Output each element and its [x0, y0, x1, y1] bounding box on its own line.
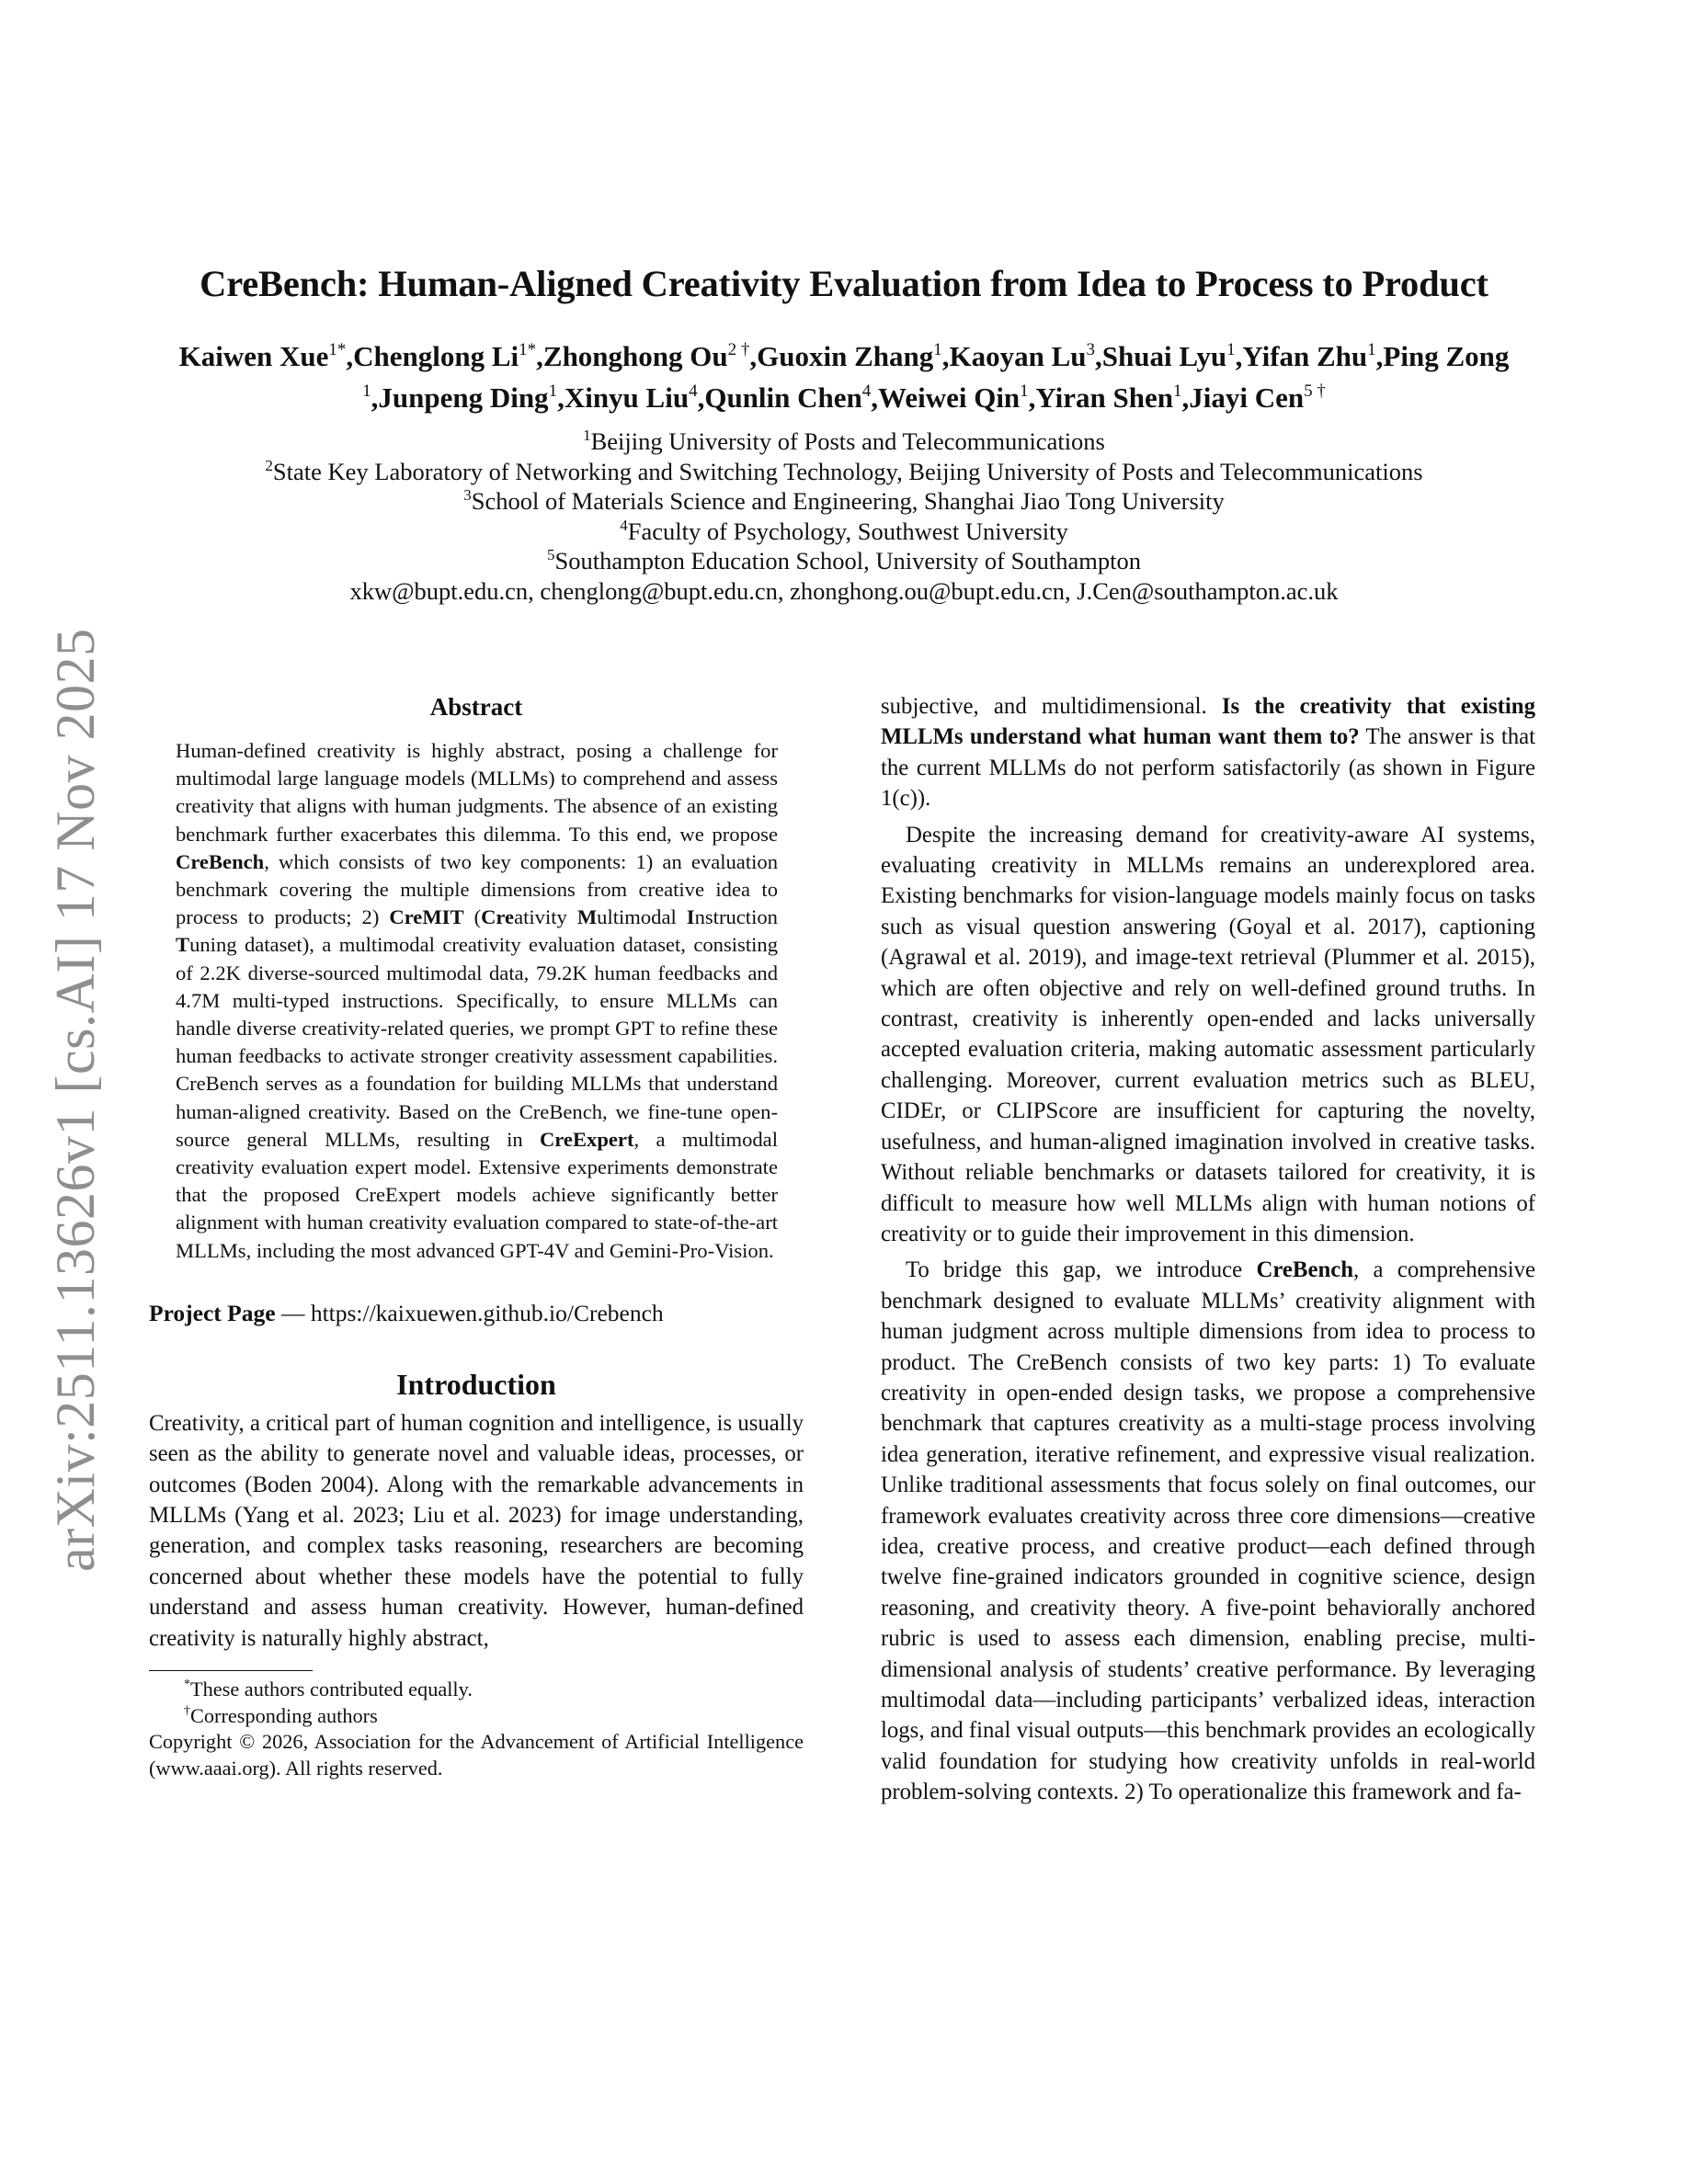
intro-paragraph: Despite the increasing demand for creativity-aware AI systems, evaluating creativity in MLLMs remains an underexplored area. Existing benchmarks for vision-language models mainly focus on tasks such as visual question answering (Goyal et al. 2017), captioning (Agrawal et al. 2019), and image-text retrieval (Plummer et al. 2015), which are often objective and rely on well-defined ground truths. In contrast, creativity is inherently open-ended and lacks universally accepted evaluation criteria, making automatic assessment particularly challenging. Moreover, current evaluation metrics such as BLEU, CIDEr, or CLIPScore are insufficient for capturing the novelty, usefulness, and human-aligned imagination involved in creative tasks. Without reliable benchmarks or datasets tailored for creativity, it is difficult to measure how well MLLMs align with human notions of creativity or to guide their improvement in this dimension. [881, 822, 1535, 1246]
footnote-equal-contribution: *These authors contributed equally. [184, 1678, 473, 1701]
abstract-heading: Abstract [429, 693, 523, 721]
author: Yifan Zhu$^1$ [1242, 340, 1376, 372]
author: Kaiwen Xue$^{1*}$ [178, 340, 347, 372]
author: Guoxin Zhang$^1$ [757, 340, 942, 372]
author: Junpeng Ding$^1$ [378, 381, 558, 414]
arxiv-identifier-stamp: arXiv:2511.13626v1 [cs.AI] 17 Nov 2025 [45, 628, 106, 1572]
project-page: Project Page — https://kaixuewen.github.io/Crebench [149, 1299, 664, 1326]
author: Yiran Shen$^1$ [1035, 381, 1182, 414]
affiliation: $^1$Beijing University of Posts and Telecommunications [583, 427, 1105, 455]
author: Ping Zong $^1$ [362, 340, 1510, 401]
affiliation: $^4$Faculty of Psychology, Southwest University [620, 516, 1068, 545]
author: Chenglong $Li^{1*}$ [353, 340, 537, 372]
project-page-link[interactable]: https://kaixuewen.github.io/Crebench [310, 1299, 664, 1326]
intro-paragraph-continued: subjective, and multidimensional. Is the creativity that existing MLLMs understand what human want them to? The answer is that the current MLLMs do not perform satisfactorily (as shown in Figure 1(c)). [881, 694, 1535, 812]
affiliations [0, 427, 1688, 606]
paper-title: CreBench: Human-Aligned Creativity Evaluation from Idea to Process to Product [200, 263, 1488, 304]
author-emails: xkw@bupt.edu.cn, chenglong@bupt.edu.cn, zhonghong.ou@bupt.edu.cn, J.Cen@southampton.ac.uk [349, 576, 1339, 605]
author: Zhonghong $Ou^{2 \dagger}$ [542, 340, 750, 372]
author: Kaoyan Lu$^3$ [949, 340, 1096, 372]
project-page-label: Project Page [149, 1299, 276, 1326]
affiliation: $^5$Southampton Education School, University of Southampton [547, 546, 1141, 574]
author: Shuai Lyu$^1$ [1101, 340, 1236, 372]
affiliation: $^2$State Key Laboratory of Networking and Switching Technology, Beijing University of Posts and Telecommunications [265, 456, 1423, 485]
footnote-divider [149, 1670, 313, 1671]
left-column [149, 691, 804, 1781]
introduction-heading: Introduction [396, 1367, 556, 1401]
author: Weiwei Qin$^1$ [878, 381, 1029, 414]
right-column [881, 691, 1535, 1808]
footnote-corresponding: †Corresponding authors [184, 1703, 378, 1727]
author-list: Kaiwen Xue$^{1*}$,Chenglong $Li^{1*},Zhonghong$ $Ou^{2 \dagger},Guoxin$ Zhang$^1$,Kaoyan Lu$^3$,Shuai Lyu$^1$,Yifan Zhu$^1$,Ping Zong $^1$,Junpeng Ding$^1$,Xinyu Liu$^4$,Qunlin Chen$^4$,Weiwei Qin$^1$,Yiran Shen$^1$,Jiayi Cen$^{5 \dagger}$ [178, 340, 1510, 414]
intro-paragraph: To bridge this gap, we introduce CreBench, a comprehensive benchmark designed to evaluate MLLMs’ creativity alignment with human judgment across multiple dimensions from idea to process to product. The CreBench consists of two key parts: 1) To evaluate creativity in open-ended design tasks, we propose a comprehensive benchmark that captures creativity as a multi-stage process involving idea generation, iterative refinement, and expressive visual realization. Unlike traditional assessments that focus solely on final outcomes, our framework evaluates creativity across three core dimensions—creative idea, creative process, and creative product—each defined through twelve fine-grained indicators grounded in cognitive science, design reasoning, and creativity theory. A five-point behaviorally anchored rubric is used to assess each dimension, enabling precise, multi-dimensional analysis of students’ creative performance. By leveraging multimodal data—including participants’ verbalized ideas, interaction logs, and final visual outputs—this benchmark provides an ecologically valid foundation for studying how creativity unfolds in real-world problem-solving contexts. 2) To operationalize this framework and fa- [881, 1257, 1535, 1805]
copyright-notice: Copyright © 2026, Association for the Advancement of Artificial Intelligence (www.aaai.org). All rights reserved. [149, 1730, 804, 1780]
author: Jiayi Cen$^{5 \dagger}$ [1189, 381, 1326, 414]
abstract-body: Human-defined creativity is highly abstract, posing a challenge for multimodal large language models (MLLMs) to comprehend and assess creativity that aligns with human judgments. The absence of an existing benchmark further exacerbates this dilemma. To this end, we propose CreBench, which consists of two key components: 1) an evaluation benchmark covering the multiple dimensions from creative idea to process to products; 2) CreMIT (Creativity Multimodal Instruction Tuning dataset), a multimodal creativity evaluation dataset, consisting of 2.2K diverse-sourced multimodal data, 79.2K human feedbacks and 4.7M multi-typed instructions. Specifically, to ensure MLLMs can handle diverse creativity-related queries, we prompt GPT to refine these human feedbacks to activate stronger creativity assessment capabilities. CreBench serves as a foundation for building MLLMs that understand human-aligned creativity. Based on the CreBench, we fine-tune open-source general MLLMs, resulting in CreExpert, a multimodal creativity evaluation expert model. Extensive experiments demonstrate that the proposed CreExpert models achieve significantly better alignment with human creativity evaluation compared to state-of-the-art MLLMs, including the most advanced GPT-4V and Gemini-Pro-Vision. [176, 739, 778, 1262]
author: Qunlin Chen$^4$ [704, 381, 872, 414]
author: Xinyu Liu$^4$ [564, 381, 698, 414]
affiliation: $^3$School of Materials Science and Engineering, Shanghai Jiao Tong University [463, 486, 1225, 515]
intro-paragraph: Creativity, a critical part of human cognition and intelligence, is usually seen as the ability to generate novel and valuable ideas, processes, or outcomes (Boden 2004). Along with the remarkable advancements in MLLMs (Yang et al. 2023; Liu et al. 2023) for image understanding, generation, and complex tasks reasoning, researchers are becoming concerned about whether these models have the potential to fully understand and assess human creativity. However, human-defined creativity is naturally highly abstract, [149, 1410, 804, 1651]
